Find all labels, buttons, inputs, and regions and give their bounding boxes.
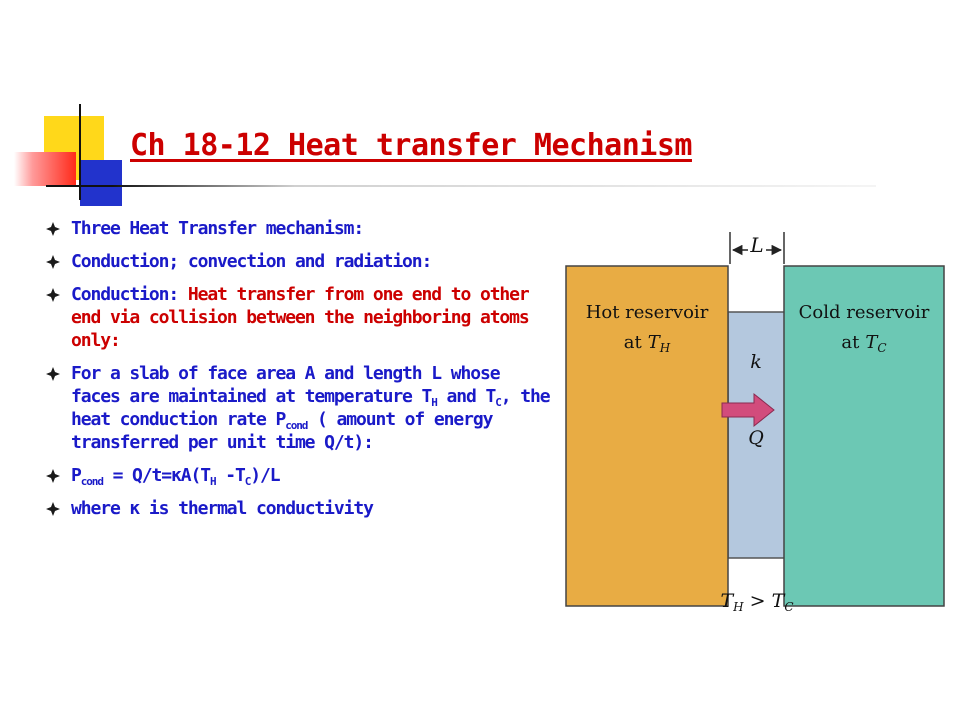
text-part: at <box>841 332 860 353</box>
hot-reservoir-label: Hot reservoir <box>585 302 709 323</box>
conductivity-label: k <box>750 351 762 373</box>
text-part: = Q/t= <box>102 465 172 486</box>
decor-horizontal-rule <box>46 185 876 187</box>
text-part: and T <box>436 386 496 407</box>
kappa-symbol: κ <box>129 498 140 519</box>
text-part: A(T <box>180 465 210 486</box>
symbol: T <box>771 590 785 612</box>
bullet-text-lead: Conduction: <box>71 284 188 305</box>
four-point-star-bullet-icon <box>46 288 60 302</box>
text-part: at <box>623 332 642 353</box>
bullet-text: Conduction; convection and radiation: <box>71 251 432 272</box>
subscript: H <box>431 396 437 409</box>
four-point-star-bullet-icon <box>46 367 60 381</box>
subscript: H <box>659 341 671 355</box>
text-part: -T <box>215 465 245 486</box>
bullet-item <box>44 217 554 240</box>
formula <box>71 465 279 486</box>
bullet-text <box>71 363 549 453</box>
decor-red-gradient-bar <box>14 152 76 186</box>
four-point-star-bullet-icon <box>46 222 60 236</box>
text-part: For a slab of face area A and length L whose faces are maintained at temperature T <box>71 363 500 407</box>
symbol: T <box>647 332 660 353</box>
bullet-item <box>44 283 554 352</box>
subscript: H <box>733 600 744 614</box>
text-part: is thermal conductivity <box>139 498 373 519</box>
four-point-star-bullet-icon <box>46 502 60 516</box>
kappa-symbol: κ <box>171 465 181 486</box>
bullet-item <box>44 362 554 454</box>
text-part: , the heat conduction rate P <box>71 386 550 430</box>
slide-title: Ch 18-12 Heat transfer Mechanism <box>130 128 692 163</box>
bullet-item <box>44 464 554 487</box>
temperature-condition <box>720 590 793 614</box>
subscript: C <box>244 475 251 488</box>
heat-q-label: Q <box>748 427 764 449</box>
four-point-star-bullet-icon <box>46 469 60 483</box>
subscript: H <box>209 475 216 488</box>
symbol: T <box>865 332 878 353</box>
length-label: L <box>750 233 764 257</box>
bullet-text: Three Heat Transfer mechanism: <box>71 218 364 239</box>
subscript: C <box>784 600 794 614</box>
symbol: T <box>720 590 734 612</box>
heat-conduction-diagram <box>562 222 948 618</box>
decor-blue-square <box>80 160 122 206</box>
bullet-item <box>44 250 554 273</box>
bullet-list <box>44 217 554 530</box>
text-part: )/L <box>250 465 280 486</box>
text-part: where <box>71 498 130 519</box>
subscript: C <box>877 341 887 355</box>
bullet-text <box>71 498 373 519</box>
text-part: ( amount of energy transferred per unit time Q/t): <box>71 409 493 453</box>
cold-reservoir-label: Cold reservoir <box>798 302 930 323</box>
subscript: cond <box>80 475 103 488</box>
subscript: C <box>495 396 501 409</box>
text-part: P <box>71 465 81 486</box>
four-point-star-bullet-icon <box>46 255 60 269</box>
bullet-text-highlight: Heat transfer from one end to other end via collision between the neighboring atoms only: <box>71 284 529 351</box>
subscript: cond <box>285 419 308 432</box>
greater-than: > <box>743 590 772 612</box>
bullet-item <box>44 497 554 520</box>
